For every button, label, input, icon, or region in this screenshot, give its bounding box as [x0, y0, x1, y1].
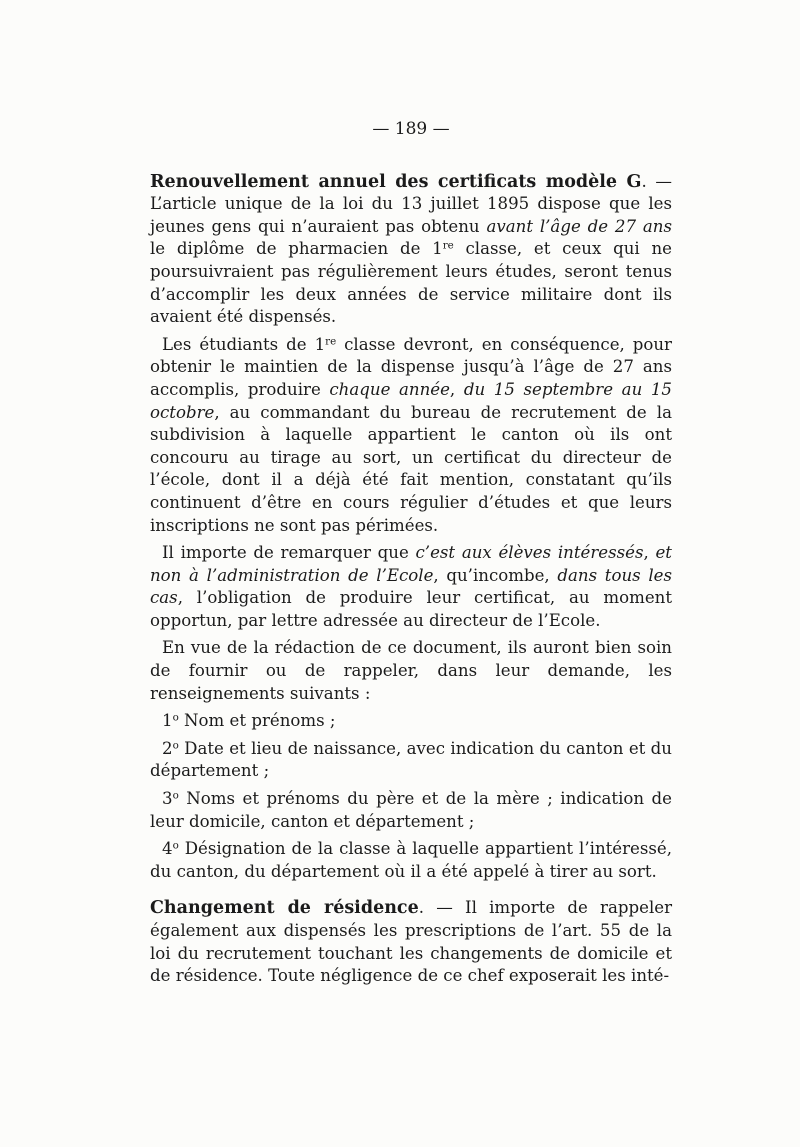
text-run: classe devront, en conséquence, pour obtenir le maintien de la dispense jusqu’à l’âge de 27 ans accomplis, produire: [150, 334, 672, 399]
list-number: 3: [162, 789, 173, 809]
text-run: Il importe de remarquer que: [162, 543, 416, 563]
text-run: classe, et ceux qui ne poursuivraient pas régulièrement leurs études, seront tenus d’accomplir les deux années de service militaire dont ils avaient été dispensés.: [150, 239, 673, 327]
text-run: Il importe de rappeler également aux dispensés les prescriptions de l’art. 55 de la loi du recrutement touchant les changements de domicile et de résidence. Toute négligence de ce chef exposerait les inté-: [150, 898, 673, 986]
list-item-text: Désignation de la classe à laquelle appartient l’intéressé, du canton, du département où il a été appelé à tirer au sort.: [150, 839, 672, 881]
italic-run: dans tous les cas: [150, 565, 672, 608]
list-item-text: Date et lieu de naissance, avec indication du canton et du département ;: [150, 738, 672, 781]
paragraph-redaction: En vue de la rédaction de ce document, ils auront bien soin de fournir ou de rappeler, dans leur demande, les renseignements suivants :: [150, 638, 672, 703]
superscript: re: [325, 335, 337, 348]
page-body: [150, 118, 672, 993]
italic-run: avant l’âge de 27 ans: [486, 216, 672, 236]
list-item-text: Noms et prénoms du père et de la mère ; indication de leur domicile, canton et département ;: [150, 789, 672, 831]
paragraph-renouvellement: [150, 171, 672, 329]
list-item-2: [150, 738, 672, 783]
superscript: o: [172, 739, 179, 752]
superscript: o: [172, 711, 179, 724]
text-run: Les étudiants de 1: [162, 334, 326, 354]
list-item-3: [150, 788, 672, 833]
list-number: 1: [162, 711, 173, 731]
superscript: o: [172, 839, 179, 852]
text-run: , au commandant du bureau de recrutement de la subdivision à laquelle appartient le canton où ils ont concouru au tirage au sort, un certificat du directeur de l’école, dont il a déjà été fait mention, constatant qu’ils continuent d’être en cours régulier d’études et que leurs inscriptions ne sont pas périmées.: [150, 402, 672, 535]
list-number: 4: [162, 839, 173, 859]
text-run: ,: [643, 543, 656, 563]
list-number: 2: [162, 738, 173, 758]
text-run: ,: [449, 379, 464, 399]
paragraph-changement: [150, 897, 672, 987]
italic-run: du 15 septembre au 15 octobre: [150, 379, 672, 422]
text-run: , qu’incombe,: [433, 565, 558, 585]
page-number: — 189 —: [372, 119, 450, 139]
list-item-4: [150, 838, 672, 883]
section-heading-renouvellement: Renouvellement annuel des certificats modèle G: [150, 171, 642, 192]
section-heading-changement: Changement de résidence: [150, 898, 419, 919]
text-run: , l’obligation de produire leur certificat, au moment opportun, par lettre adressée au directeur de l’Ecole.: [150, 588, 672, 630]
list-item-1: [150, 710, 672, 733]
superscript: re: [442, 239, 454, 252]
paragraph-etudiants: [150, 334, 672, 537]
heading-separator: . —: [418, 898, 466, 918]
heading-separator: . —: [641, 171, 672, 191]
text-run: le diplôme de pharmacien de 1: [150, 239, 443, 259]
paragraph-remarquer: [150, 542, 672, 632]
italic-run: chaque année: [329, 379, 450, 399]
list-item-text: Nom et prénoms ;: [178, 711, 336, 731]
italic-run: c’est aux élèves intéressés: [415, 543, 644, 563]
superscript: o: [172, 789, 179, 802]
italic-run: et non à l’administration de l’Ecole: [150, 543, 672, 585]
text-run: L’article unique de la loi du 13 juillet 1895 dispose que les jeunes gens qui n’auraient pas obtenu: [150, 194, 672, 236]
